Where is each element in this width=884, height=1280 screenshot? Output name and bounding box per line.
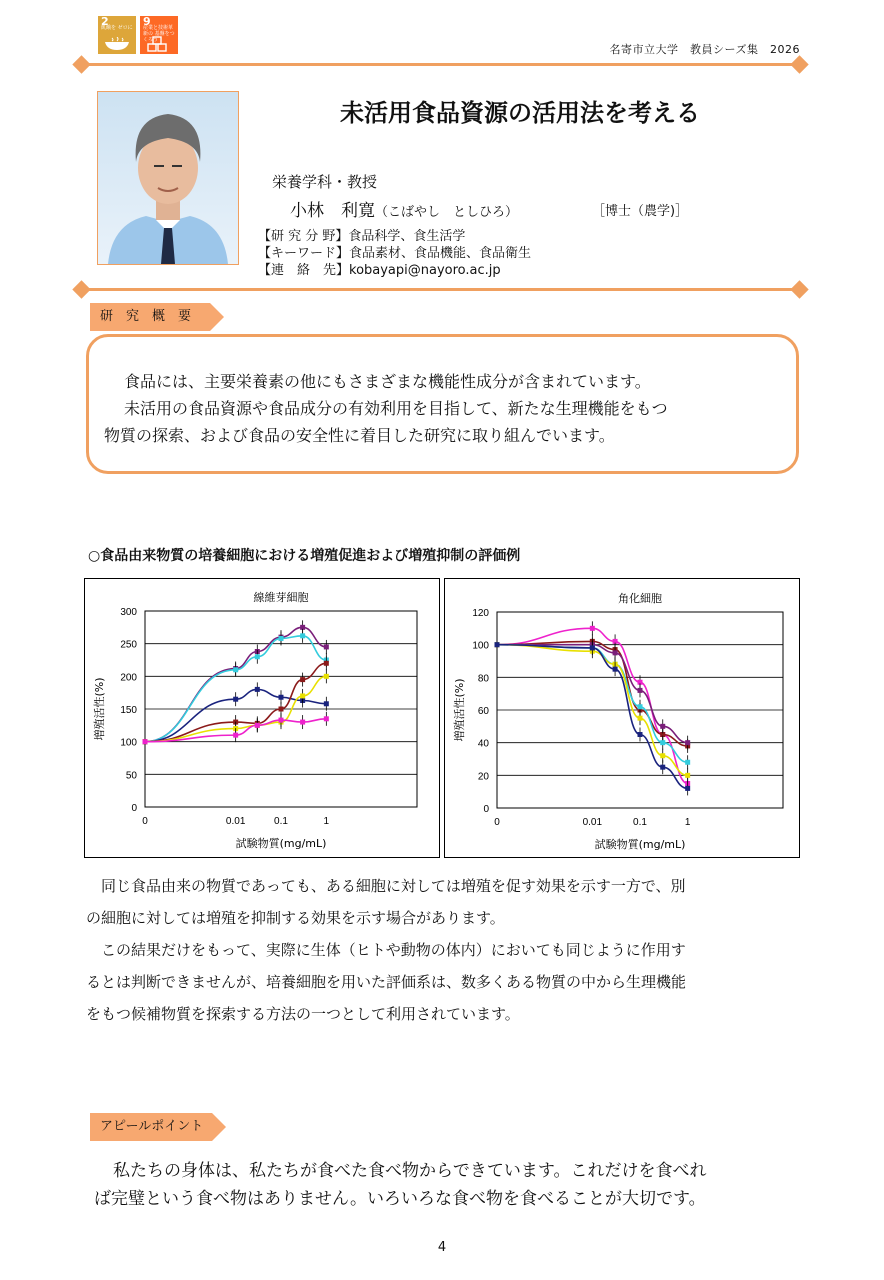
appeal-tag: アピールポイント — [90, 1113, 212, 1141]
chart-panel-keratinocyte — [444, 578, 800, 858]
overview-line-2: 未活用の食品資源や食品成分の有効利用を目指して、新たな生理機能をもつ — [124, 399, 668, 418]
data-point — [685, 760, 690, 765]
research-fields: 【研 究 分 野】食品科学、食生活学 — [258, 229, 466, 244]
author-name-reading: （こばやし としひろ） — [375, 205, 519, 220]
divider-diamond-left — [72, 55, 90, 73]
data-point — [660, 765, 665, 770]
x-tick-label: 0 — [494, 817, 500, 828]
data-point — [660, 753, 665, 758]
data-point — [613, 650, 618, 655]
data-point — [300, 633, 305, 638]
y-tick-label: 50 — [125, 770, 137, 782]
y-axis-label: 増殖活性(%) — [453, 678, 466, 742]
keywords: 【キーワード】食品素材、食品機能、食品衛生 — [258, 246, 532, 261]
data-point — [255, 654, 260, 659]
data-point — [495, 642, 500, 647]
appeal-line-1: 私たちの身体は、私たちが食べた食べ物からできています。これだけを食べれ — [113, 1161, 707, 1181]
data-point — [255, 687, 260, 692]
x-tick-label: 0 — [142, 816, 148, 827]
data-point — [660, 740, 665, 745]
divider-diamond-left-2 — [72, 280, 90, 298]
author-name-text: 小林 利寛 — [290, 201, 375, 221]
data-point — [638, 688, 643, 693]
data-point — [324, 661, 329, 666]
data-point — [233, 733, 238, 738]
data-point — [324, 701, 329, 706]
data-point — [279, 718, 284, 723]
body-text — [86, 870, 802, 1030]
chart-keratinocyte — [445, 579, 799, 857]
author-photo — [97, 91, 239, 265]
data-point — [255, 723, 260, 728]
body-line-1: 同じ食品由来の物質であっても、ある細胞に対しては増殖を促す効果を示す一方で、別 — [101, 877, 686, 895]
sdg-9-text: 産業と技術革新の 基盤をつくろう — [143, 25, 175, 43]
contact: 【連 絡 先】kobayapi@nayoro.ac.jp — [258, 263, 501, 278]
data-point — [279, 707, 284, 712]
body-line-3: この結果だけをもって、実際に生体（ヒトや動物の体内）においても同じように作用す — [101, 941, 686, 959]
data-point — [638, 716, 643, 721]
x-axis-label: 試験物質(mg/mL) — [594, 838, 686, 851]
data-point — [324, 674, 329, 679]
chart-title: 線維芽細胞 — [253, 591, 309, 604]
data-point — [300, 720, 305, 725]
overview-text — [104, 368, 794, 449]
data-point — [685, 773, 690, 778]
y-tick-label: 0 — [131, 803, 137, 814]
x-tick-label: 0.01 — [582, 817, 603, 828]
sdg-2-number: 2 — [101, 15, 109, 28]
y-tick-label: 120 — [472, 608, 489, 619]
data-point — [279, 636, 284, 641]
data-point — [685, 740, 690, 745]
y-tick-label: 250 — [120, 639, 137, 651]
x-tick-label: 0.1 — [274, 816, 288, 827]
figure-title: ○食品由来物質の培養細胞における増殖促進および増殖抑制の評価例 — [88, 548, 521, 564]
publication-header: 名寄市立大学 教員シーズ集 2026 — [609, 43, 800, 56]
overview-tag: 研 究 概 要 — [90, 303, 210, 331]
data-point — [638, 732, 643, 737]
sdg-2-badge — [98, 16, 136, 54]
data-point — [279, 695, 284, 700]
sdg-2-text: 飢餓を ゼロに — [101, 25, 133, 31]
y-tick-label: 80 — [477, 673, 489, 685]
appeal-line-2: ば完璧という食べ物はありません。いろいろな食べ物を食べることが大切です。 — [94, 1189, 706, 1209]
y-tick-label: 100 — [120, 737, 137, 749]
x-tick-label: 0.01 — [225, 816, 246, 827]
overview-line-3: 物質の探索、および食品の安全性に着目した研究に取り組んでいます。 — [104, 426, 615, 445]
data-point — [300, 693, 305, 698]
y-tick-label: 20 — [477, 771, 489, 783]
y-tick-label: 200 — [120, 672, 137, 684]
data-point — [324, 644, 329, 649]
data-point — [233, 697, 238, 702]
data-point — [613, 667, 618, 672]
data-point — [143, 739, 148, 744]
bowl-icon — [102, 37, 132, 51]
appeal-text — [88, 1157, 800, 1213]
sdg-9-number: 9 — [143, 15, 151, 28]
author-degree: ［博士（農学)］ — [592, 204, 689, 219]
x-tick-label: 0.1 — [633, 817, 647, 828]
chart-fibroblast — [85, 579, 439, 857]
profile-divider — [80, 288, 800, 291]
cubes-icon — [144, 36, 174, 52]
overview-line-1: 食品には、主要栄養素の他にもさまざまな機能性成分が含まれています。 — [124, 372, 651, 391]
data-point — [685, 786, 690, 791]
data-point — [660, 724, 665, 729]
x-tick-label: 1 — [323, 816, 330, 827]
author-name — [290, 196, 518, 221]
body-line-4: るとは判断できませんが、培養細胞を用いた評価系は、数多くある物質の中から生理機能 — [86, 973, 687, 991]
y-tick-label: 100 — [472, 640, 489, 652]
y-tick-label: 0 — [483, 804, 489, 815]
data-point — [590, 645, 595, 650]
divider-diamond-right-2 — [790, 280, 808, 298]
data-point — [590, 626, 595, 631]
x-axis-label: 試験物質(mg/mL) — [235, 837, 327, 850]
sdg-9-badge — [140, 16, 178, 54]
divider-diamond-right — [790, 55, 808, 73]
body-line-5: をもつ候補物質を探索する方法の一つとして利用されています。 — [86, 1005, 520, 1023]
top-divider — [80, 63, 800, 66]
data-point — [233, 667, 238, 672]
y-tick-label: 150 — [120, 705, 137, 716]
page-number: 4 — [437, 1240, 447, 1255]
y-tick-label: 60 — [477, 706, 489, 717]
data-point — [638, 704, 643, 709]
department: 栄養学科・教授 — [272, 173, 378, 191]
y-tick-label: 300 — [120, 607, 137, 618]
page-title: 未活用食品資源の活用法を考える — [340, 99, 700, 127]
y-axis-label: 増殖活性(%) — [93, 677, 106, 741]
chart-title: 角化細胞 — [618, 592, 662, 605]
y-tick-label: 40 — [477, 738, 489, 750]
data-point — [324, 716, 329, 721]
chart-panel-fibroblast — [84, 578, 440, 858]
x-tick-label: 1 — [684, 817, 691, 828]
data-point — [300, 677, 305, 682]
body-line-2: の細胞に対しては増殖を抑制する効果を示す場合があります。 — [86, 909, 505, 927]
